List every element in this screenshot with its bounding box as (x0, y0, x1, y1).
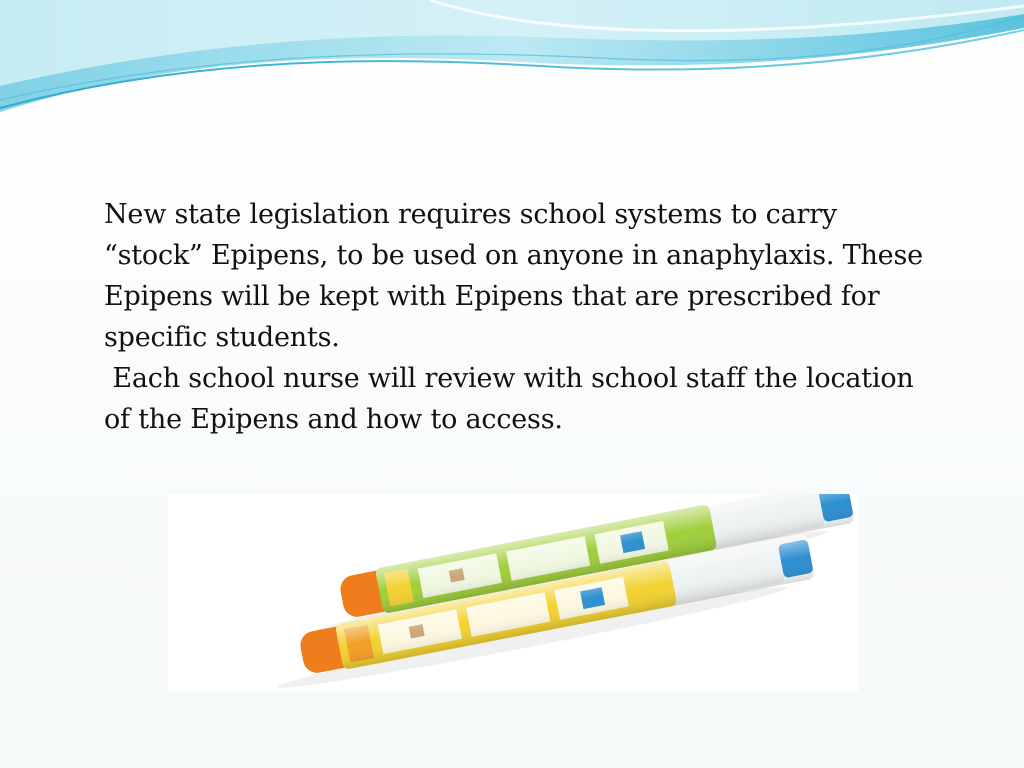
header-wave-decoration (0, 0, 1024, 120)
slide-body-text (104, 194, 932, 440)
epipen-illustration (168, 494, 858, 692)
paragraph-nurse-review: Each school nurse will review with school staff the location of the Epipens and how to access. (104, 363, 922, 435)
paragraph-legislation: New state legislation requires school systems to carry “stock” Epipens, to be used on anyone in anaphylaxis. These Epipens will be kept with Epipens that are prescribed for specific students. (104, 199, 932, 353)
epipen-photo (168, 494, 858, 692)
